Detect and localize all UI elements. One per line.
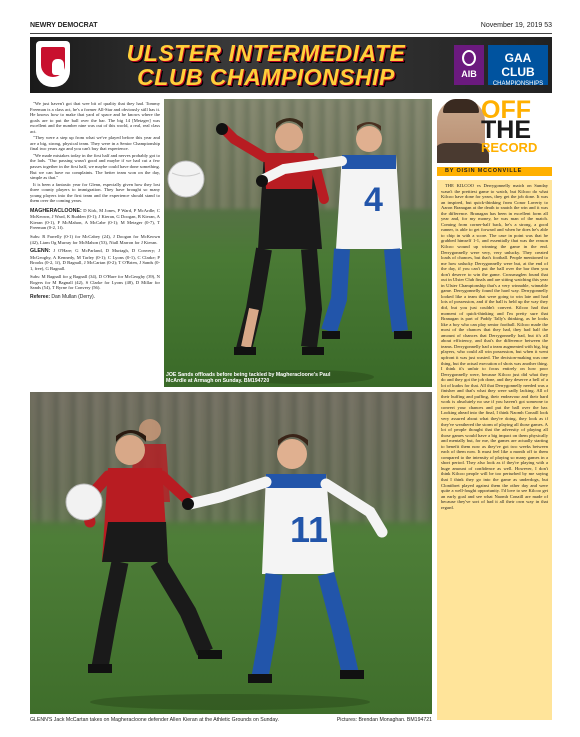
banner-title-line1: ULSTER INTERMEDIATE (126, 40, 406, 66)
photo1-caption: JOE Sands offloads before being tackled by Magheracloone's Paul McArdle at Armagh on Sunday. BM194720 (166, 371, 331, 384)
team2-lineup: GLENN: J O'Hare; G McParland, D Murtagh, D Convery; J McGeoghy, A Kennedy, M Tarley (0-1); C Lyons (0-1), C Clarke; P Brooks (0-2, 1f), D Bagnall, J McCartan (0-2); T O'Brien, J Sands (0-1, free), G Bagnall. (30, 248, 160, 271)
column-title-off: OFF (481, 99, 531, 124)
photo2-caption-text: GLENN'S Jack McCartan takes on Magheracloone defender Allen Kieran at the Athletic Grounds on Sunday. (30, 717, 279, 723)
gaa-club-championships-logo: GAA CLUB CHAMPIONSHIPS (488, 45, 548, 85)
masthead (30, 22, 552, 34)
jersey-number: 4 (364, 181, 383, 219)
aib-logo: AIB (454, 45, 484, 85)
report-paragraph: "We made mistakes today in the first half and nerves probably got to the lads. "Our passing wasn't good and maybe if we had cut a few passes together in the first half, we maybe could have done something. But we can have no complaints. The better team won on the day, simple as that." (30, 152, 160, 181)
columnist-headshot (437, 99, 485, 159)
referee-line: Referee: Dan Mullan (Derry). (30, 293, 96, 300)
ulster-crest-icon (36, 41, 70, 87)
off-the-record-column (437, 180, 552, 720)
off-the-record-header (437, 99, 552, 167)
report-paragraph: It is been a fantastic year for Glenn, especially given how they lost three county players to immigration. They have brought so many young players into the first team and the experience should stand to them over the coming years. (30, 181, 160, 204)
team-lineups (30, 208, 160, 291)
report-paragraph: "We just haven't got that wee bit of quality that they had. Tommy Freeman is a class act, he's a former All-Star and obviously still has it. He knows how to make that yard of space and he knows where the goals are to put the ball over the bar. The big 14 [Metzger] was excellent and the number nine was out of this world, a real, real class act. (30, 101, 160, 134)
report-paragraph: "They were a step up from what we've played before this year and are a big, strong, physical team. They were in a Senior Championship final two years ago and you can't buy that experience. (30, 135, 160, 152)
column-title-record: RECORD (481, 140, 538, 155)
jersey-number: 11 (290, 509, 329, 550)
match-report-column (30, 101, 160, 301)
match-photo-mccartan (30, 392, 432, 714)
columnist-byline: BY OISIN MCCONVILLE (437, 167, 552, 176)
photo2-caption (30, 717, 432, 723)
banner-title-line2: CLUB CHAMPIONSHIP (137, 64, 395, 90)
date-page: November 19, 2019 53 (480, 22, 552, 29)
photo-credit: Pictures: Brendan Monaghan. BM194721 (336, 717, 432, 723)
column-text: THE KILCOO vs Derrygonnelly match on Sunday wasn't the prettiest game to watch, but Kilcoo do what Kilcoo have done for years, they get the job done. It was an inspired, but quick-thinking from Conor Laverty to Aaron Branagan at the death to snatch the win and it was the difference. Branagan has been in excellent form all year and, for my money, he was man of the match. Coming from corner-half back, he's a strong, a good runner, is able to get forward and when he does he's able to chip in with a score. The case in point was that he grabbed himself 1-1, and essentially that was the reason Kilcoo wound up winning the game in the end. Derrygonnelly were very, very unlucky. They created loads of chances, but that's football. People mentioned to me how unlucky Derrygonnelly were but, at the end of the day, if you can't put the ball over the bar then you don't deserve to win the game. Crossmaglen found that out in Ulster Club finals and are sitting watching this year in Ulster Championship that's a very winnable, winnable game. Derrygonnelly found the hard way. Derrygonnelly looked like a team that were going to win late and had lots of possession, and if the ball is held up the way they did, but you just couldn't convert. Kilcoo had that moment of quick-thinking and I'm pretty sure that Branagan is part of Paddy Tally's thinking, as he looks like a boy who can play senior football. Kilcoo made the most of the chances that they had, they had half the amount of chances that Derrygonnelly had, but it's all about efficiency, and that's the difference between the teams. Derrygonnelly had a team augmented with big, big players, who could all win possession, but when it went upfront it was just wasted. The decision-making was one thing, but the actual execution of shots was another thing. I think it's unfair to focus entirely on how poor Derrygonnelly were, because Kilcoo just did what they do and they got the job done, and they deserve a bell of a lot of kudos for that. All that Derrygonnelly needed was a finisher and that's what they were sadly lacking. All of their huffing and puffing, their endeavour and their hard work is absolutely no use if you haven't got someone to convert your chances and put the ball over the bar. Looking ahead into the final, I think Naomh Conaill look very assured about what they're doing, they look as if they've weathered the storm of playing all those games. A lot of people thought that the adversity of playing all those games would have a big impact on them physically and mentally but, for me, the games are actually starting to benefit them now as they've got two weeks between each of them now. It must feel like a month off to them compared to the intensity of playing so many games in a short period. They also look as if they're playing with a huge amount of confidence as well. However, I don't think Kilcoo people will be too perturbed by me saying that I think they go into the game as underdogs, but Clontibret played against them the other day and were quite a well-fought opportunity. I'd love to see Kilcoo get an early goal and see what Naomh Conaill are made of because they've sort of had it all their own way in that regard. (441, 183, 548, 510)
team2-subs: Subs: M Bagnall for g Bagnall (34), D O'Hare for McGeoghy (39), N Rogers for M Bagnall (42), S Clarke for Lyons (48), D Millar for Sands (54), T Byrne for Convery (56). (30, 274, 160, 291)
paper-name: NEWRY DEMOCRAT (30, 22, 98, 29)
team1-subs: Subs: R Farrelly (0-1) for McCabey (24), J Doogan for McKeown (42), Liam Og Murray for McMahon (53), Niall Marron for J Kieran. (30, 234, 160, 245)
team1-lineup: MAGHERACLOONE: D Kirk, M Jones, P Ward, P McArdle; C McKeown, J Ward, K Rudden (0-1); J Kieran, G Doogan, B Kieran, A Kieran (0-1), F McMahon, A McCabe (0-1); M Metzger (0-7), T Freeman (0-2, 1f). (30, 207, 160, 231)
column-title-the: THE (481, 116, 531, 144)
championship-banner (30, 37, 552, 93)
match-photo-sands (164, 99, 432, 387)
